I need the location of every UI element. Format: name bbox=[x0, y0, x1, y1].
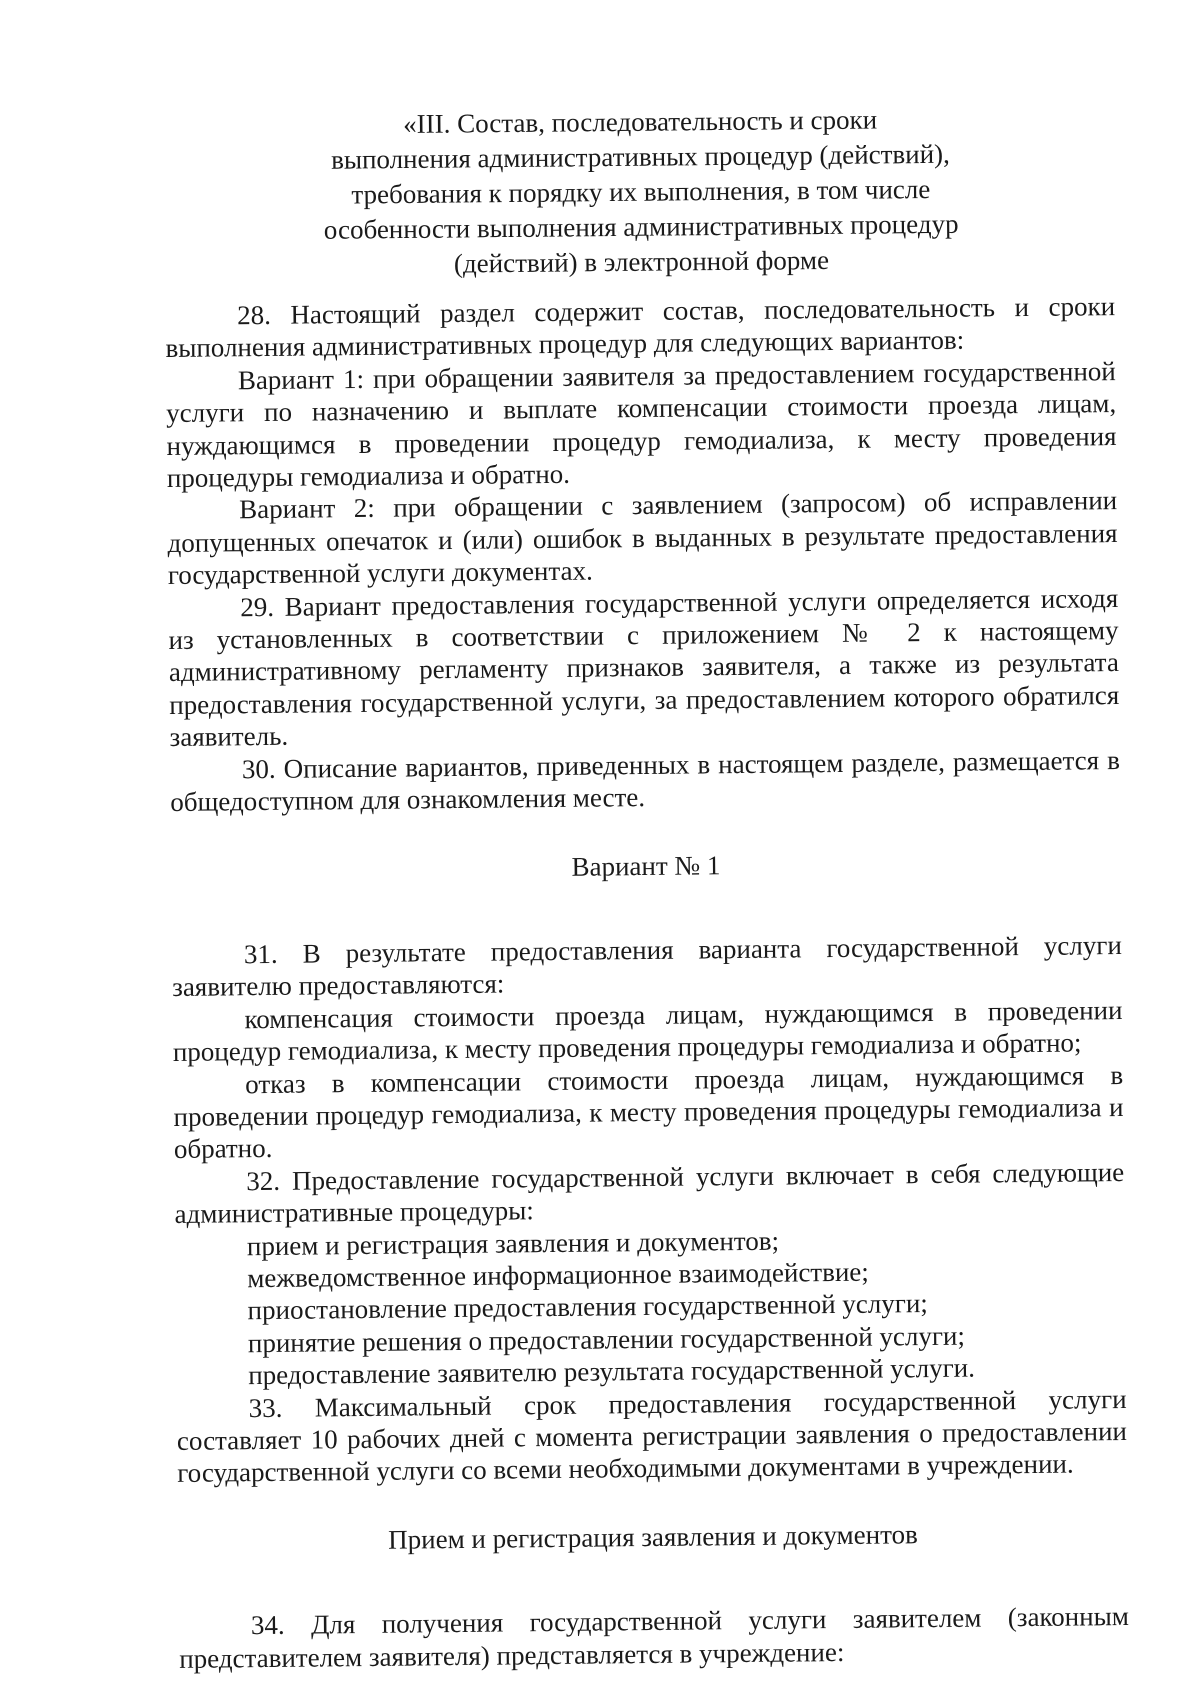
title-line: выполнения административных процедур (действий), bbox=[330, 138, 950, 175]
section-heading: Прием и регистрация заявления и документов bbox=[388, 1518, 918, 1555]
document-body bbox=[165, 290, 1129, 1675]
variant-heading: Вариант № 1 bbox=[571, 849, 721, 882]
list-item: межведомственное информационное взаимодействие; bbox=[247, 1256, 869, 1294]
list-item: компенсация стоимости проезда лицам, нуждающимся в проведении процедур гемодиализа, к месту проведения процедуры гемодиализа и обратно; bbox=[172, 994, 1123, 1068]
list-item: предоставление заявителю результата государственной услуги. bbox=[248, 1352, 976, 1391]
paragraph-33: 33. Максимальный срок предоставления государственной услуги составляет 10 рабочих дней с момента регистрации заявления о предоставлении государственной услуги со всеми необходимыми документами в учреждении. bbox=[176, 1383, 1128, 1489]
paragraph-variant-1-desc: Вариант 1: при обращении заявителя за предоставлением государственной услуги по назначению и выплате компенсации стоимости проезда лицам, нуждающимся в проведении процедур гемодиализа, к месту проведения процедуры гемодиализа и обратно. bbox=[166, 355, 1117, 494]
list-item: приостановление предоставления государственной услуги; bbox=[247, 1288, 928, 1326]
paragraph-28: 28. Настоящий раздел содержит состав, последовательность и сроки выполнения административных процедур для следующих вариантов: bbox=[165, 291, 1116, 364]
list-item: отказ в компенсации стоимости проезда лицам, нуждающимся в проведении процедур гемодиализа, к месту проведения процедуры гемодиализа и обратно. bbox=[173, 1059, 1124, 1165]
section-title bbox=[300, 101, 982, 283]
paragraph-32: 32. Предоставление государственной услуги включает в себя следующие административные процедуры: bbox=[174, 1156, 1125, 1230]
paragraph-31: 31. В результате предоставления варианта государственной услуги заявителю предоставляются: bbox=[172, 929, 1122, 1003]
title-line: «III. Состав, последовательность и сроки bbox=[403, 104, 878, 140]
list-item: принятие решения о предоставлении государственной услуги; bbox=[247, 1320, 966, 1358]
paragraph-29: 29. Вариант предоставления государственной услуги определяется исходя из установленных в соответствии с приложением № 2 к настоящему административному регламенту признаков заявителя, а также из результата предоставления государственной услуги, за предоставлением которого обратился заявитель. bbox=[168, 582, 1120, 753]
paragraph-30: 30. Описание вариантов, приведенных в настоящем разделе, размещается в общедоступном для ознакомления месте. bbox=[170, 744, 1121, 818]
paragraph-variant-2-desc: Вариант 2: при обращении с заявлением (запросом) об исправлении допущенных опечаток и (или) ошибок в выданных в результате предоставления государственной услуги документах. bbox=[167, 485, 1118, 591]
title-line: (действий) в электронной форме bbox=[453, 244, 830, 279]
paragraph-34: 34. Для получения государственной услуги заявителем (законным представителем заявителя) представляется в учреждение: bbox=[179, 1601, 1129, 1674]
title-line: требования к порядку их выполнения, в том числе bbox=[351, 173, 931, 210]
title-line: особенности выполнения административных процедур bbox=[323, 208, 959, 245]
list-item: прием и регистрация заявления и документов; bbox=[246, 1225, 780, 1261]
